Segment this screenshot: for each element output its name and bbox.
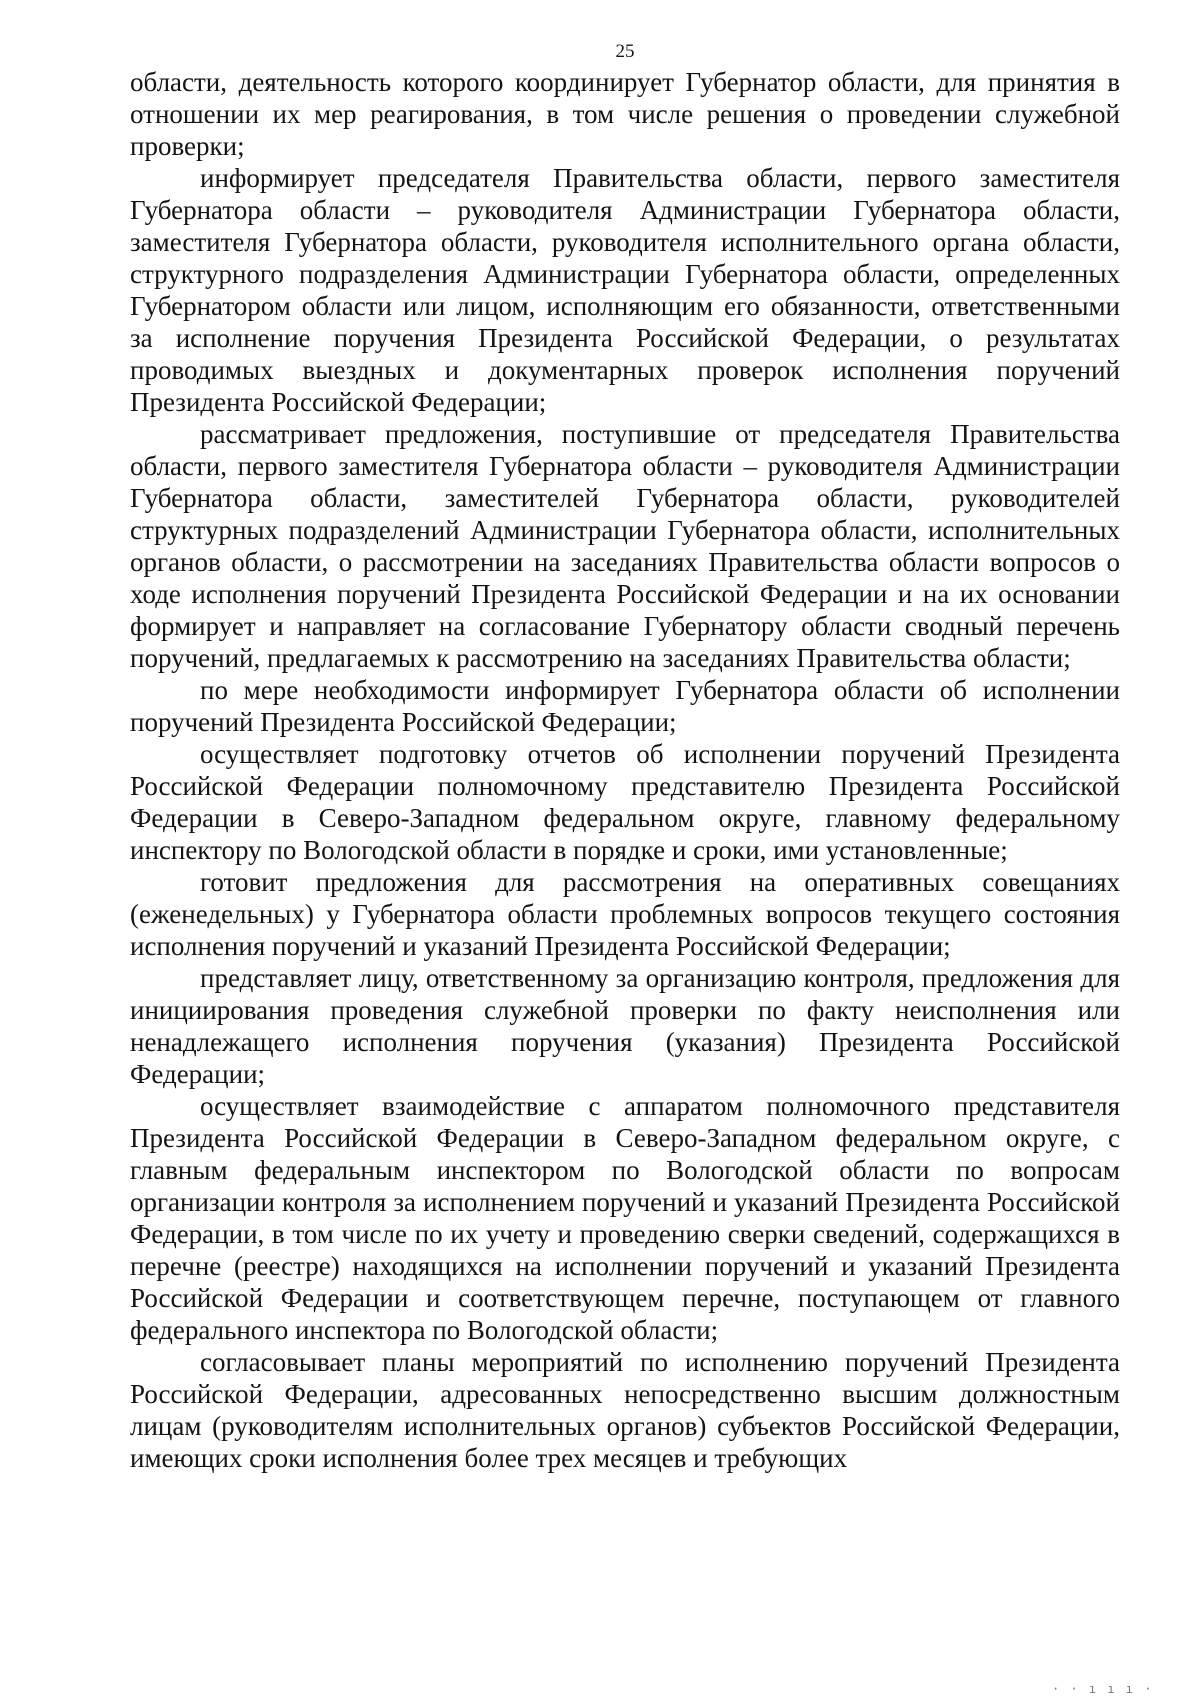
paragraph-approves-plans: согласовывает планы мероприятий по исполнению поручений Президента Российской Федерации, адресованных непосредственно высшим должностным лицам (руководителям исполнительных органов) субъектов Российской Федерации, имеющих сроки исполнения более трех месяцев и требующих	[130, 1347, 1120, 1473]
paragraph-continuation: области, деятельность которого координирует Губернатор области, для принятия в отношении их мер реагирования, в том числе решения о проведении служебной проверки;	[130, 67, 1120, 161]
paragraph-reviews-proposals: рассматривает предложения, поступившие от председателя Правительства области, первого заместителя Губернатора области – руководителя Администрации Губернатора области, заместителей Губернатора области, руководителей структурных подразделений Администрации Губернатора области, исполнительных органов области, о рассмотрении на заседаниях Правительства области вопросов о ходе исполнения поручений Президента Российской Федерации и на их основании формирует и направляет на согласование Губернатору области сводный перечень поручений, предлагаемых к рассмотрению на заседаниях Правительства области;	[130, 419, 1120, 673]
scan-artifact-marks: · · ı ı ı ·	[1052, 1682, 1154, 1696]
paragraph-submits-proposals: представляет лицу, ответственному за организацию контроля, предложения для инициирования проведения служебной проверки по факту неисполнения или ненадлежащего исполнения поручения (указания) Президента Российской Федерации;	[130, 963, 1120, 1089]
paragraph-prepares-proposals: готовит предложения для рассмотрения на оперативных совещаниях (еженедельных) у Губернатора области проблемных вопросов текущего состояния исполнения поручений и указаний Президента Российской Федерации;	[130, 867, 1120, 961]
paragraph-informs-officials: информирует председателя Правительства области, первого заместителя Губернатора области – руководителя Администрации Губернатора области, заместителя Губернатора области, руководителя исполнительного органа области, структурного подразделения Администрации Губернатора области, определенных Губернатором области или лицом, исполняющим его обязанности, ответственными за исполнение поручения Президента Российской Федерации, о результатах проводимых выездных и документарных проверок исполнения поручений Президента Российской Федерации;	[130, 163, 1120, 417]
page-number: 25	[615, 41, 635, 62]
paragraph-prepares-reports: осуществляет подготовку отчетов об исполнении поручений Президента Российской Федерации полномочному представителю Президента Российской Федерации в Северо-Западном федеральном округе, главному федеральному инспектору по Вологодской области в порядке и сроки, ими установленные;	[130, 739, 1120, 865]
paragraph-informs-governor: по мере необходимости информирует Губернатора области об исполнении поручений Президента Российской Федерации;	[130, 675, 1120, 737]
document-body	[130, 66, 1120, 1474]
paragraph-interaction: осуществляет взаимодействие с аппаратом полномочного представителя Президента Российской Федерации в Северо-Западном федеральном округе, с главным федеральным инспектором по Вологодской области по вопросам организации контроля за исполнением поручений и указаний Президента Российской Федерации, в том числе по их учету и проведению сверки сведений, содержащихся в перечне (реестре) находящихся на исполнении поручений и указаний Президента Российской Федерации и соответствующем перечне, поступающем от главного федерального инспектора по Вологодской области;	[130, 1091, 1120, 1345]
